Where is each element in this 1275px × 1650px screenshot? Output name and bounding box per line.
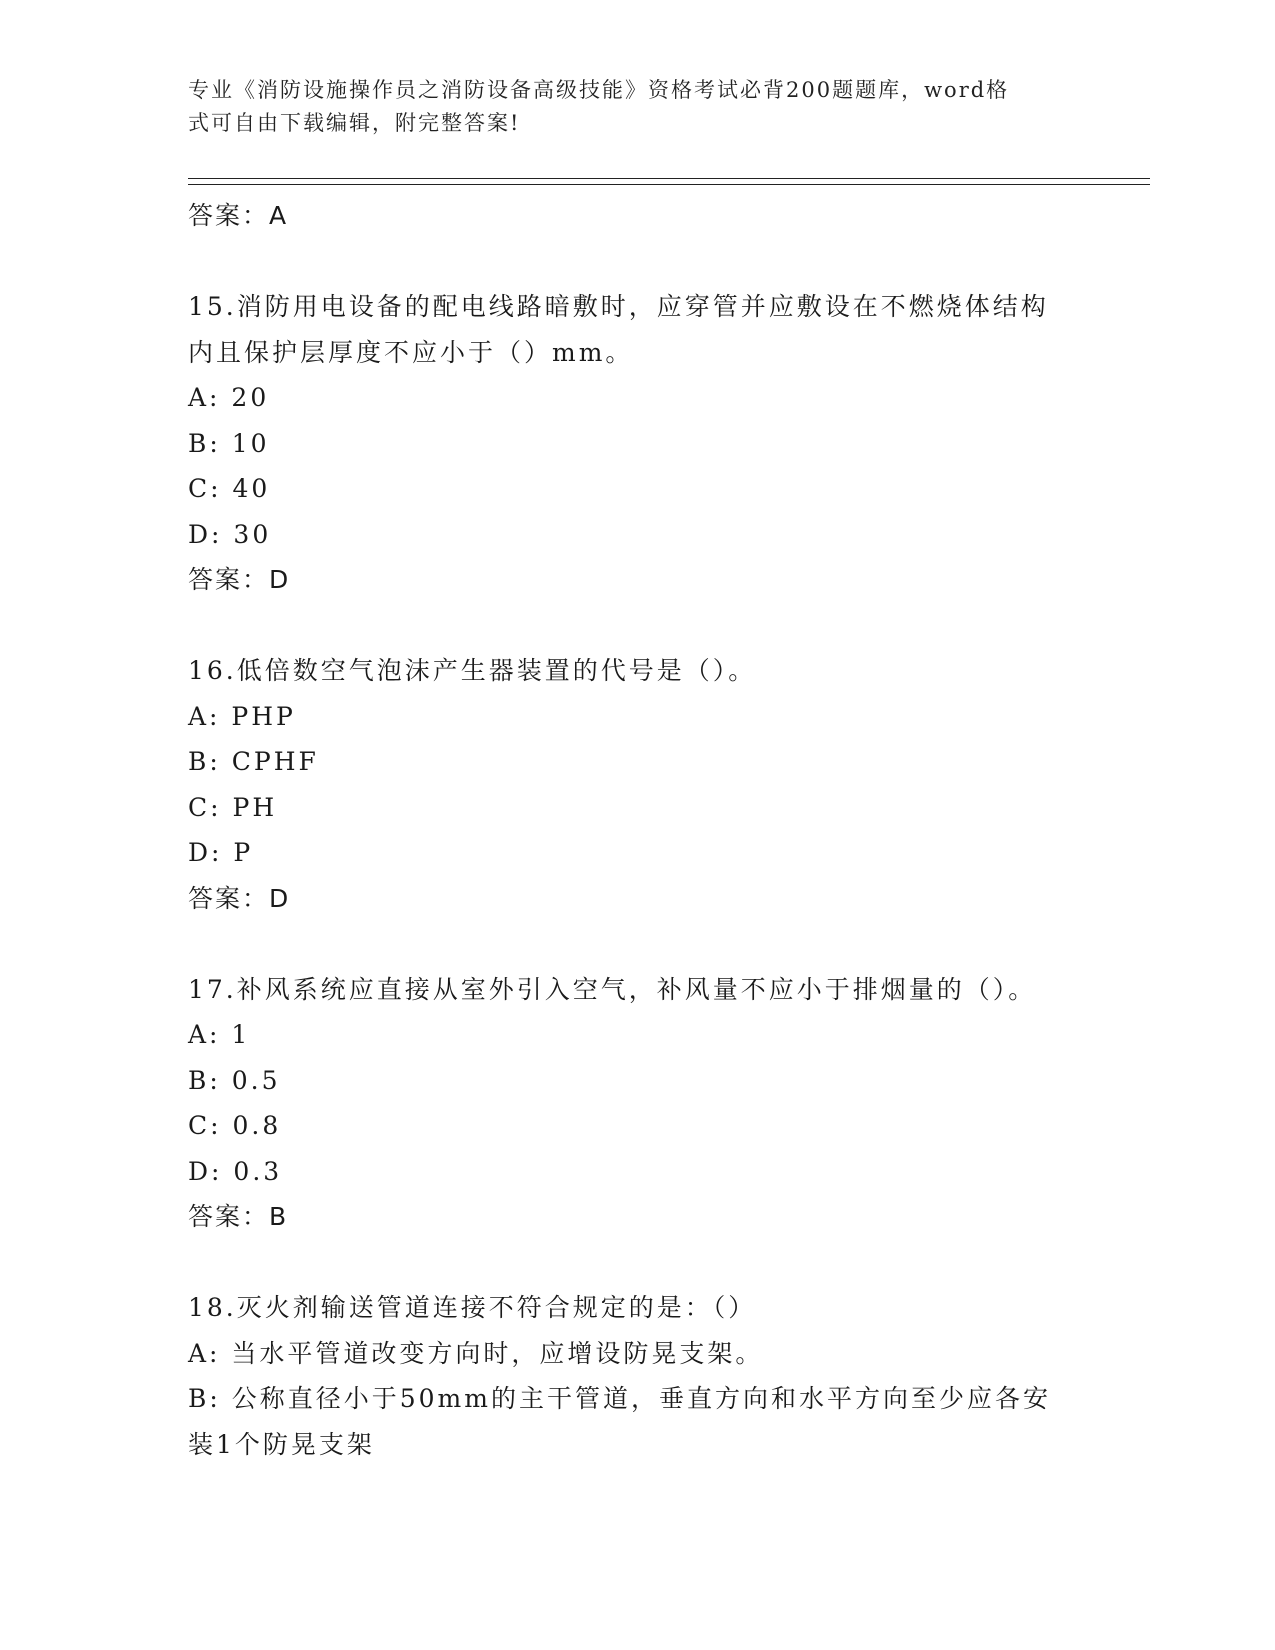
option-b: B: 10	[188, 428, 270, 458]
document-body	[188, 193, 1088, 1467]
question-stem: 15.消防用电设备的配电线路暗敷时，应穿管并应敷设在不燃烧体结构	[188, 292, 1049, 321]
option-c: C: 0.8	[188, 1111, 282, 1140]
answer-line: 答案：B	[188, 1202, 289, 1231]
option-a: A: 当水平管道改变方向时，应增设防晃支架。	[188, 1338, 764, 1368]
question-stem: 17.补风系统应直接从室外引入空气，补风量不应小于排烟量的（）。	[188, 974, 1037, 1004]
spacer	[188, 1240, 1088, 1286]
option-c: C: 40	[188, 474, 271, 503]
header-line-1: 专业《消防设施操作员之消防设备高级技能》资格考试必背200题题库，word格	[188, 78, 1010, 102]
header-divider	[188, 178, 1150, 185]
option-b: B: CPHF	[188, 747, 319, 776]
option-d: D: P	[188, 838, 254, 867]
spacer	[188, 239, 1088, 285]
option-a: A: 20	[188, 383, 270, 412]
question-stem: 内且保护层厚度不应小于（）mm。	[188, 337, 634, 367]
header-line-2: 式可自由下载编辑，附完整答案!	[188, 111, 521, 135]
option-d: D: 0.3	[188, 1156, 283, 1186]
option-a: A: PHP	[188, 701, 296, 731]
option-d: D: 30	[188, 519, 272, 549]
question-stem: 18.灭火剂输送管道连接不符合规定的是：（）	[188, 1293, 757, 1322]
question-stem: 16.低倍数空气泡沫产生器装置的代号是（）。	[188, 656, 757, 685]
question-15	[188, 284, 1088, 603]
question-17	[188, 967, 1088, 1240]
page-header	[188, 74, 1068, 140]
question-18	[188, 1285, 1088, 1467]
answer-line: 答案：D	[188, 883, 291, 913]
option-c: C: PH	[188, 792, 278, 822]
spacer	[188, 603, 1088, 649]
option-b: B: 0.5	[188, 1065, 281, 1095]
option-b: B: 公称直径小于50mm的主干管道，垂直方向和水平方向至少应各安	[188, 1384, 1051, 1413]
option-a: A: 1	[188, 1020, 251, 1049]
spacer	[188, 921, 1088, 967]
answer-line: 答案：A	[188, 201, 289, 230]
question-16	[188, 648, 1088, 921]
answer-line: 答案：D	[188, 565, 291, 594]
option-b-continued: 装1个防晃支架	[188, 1429, 375, 1459]
